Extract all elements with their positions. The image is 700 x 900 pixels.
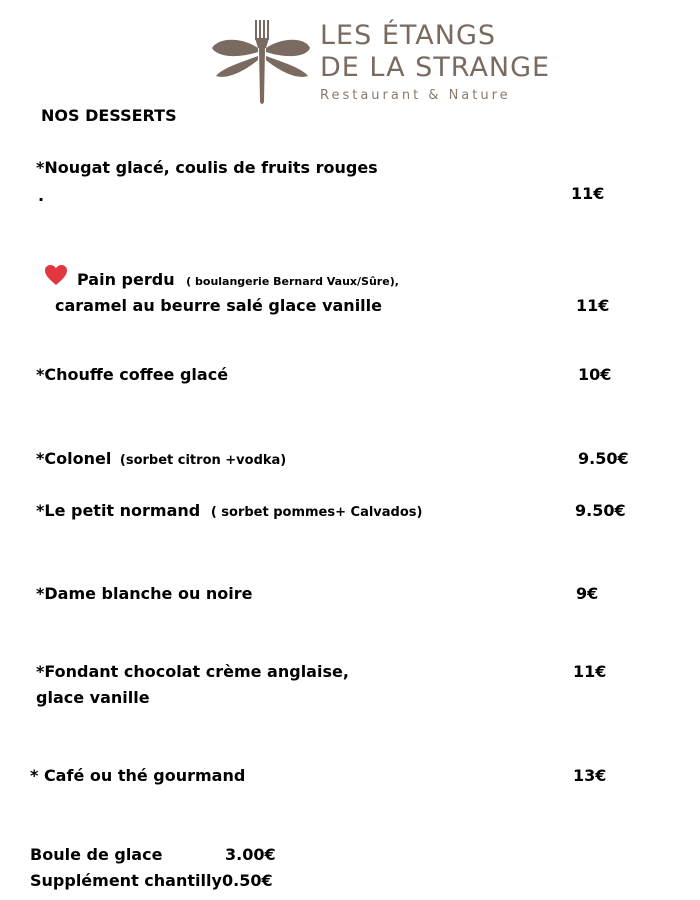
- menu-item-name: *Colonel: [36, 449, 112, 468]
- menu-item-note: ( sorbet pommes+ Calvados): [210, 505, 423, 520]
- extra-label: Boule de glace: [30, 845, 163, 864]
- menu-item-row: [36, 501, 422, 520]
- menu-item-price: 11€: [576, 296, 610, 315]
- menu-item-note: (sorbet citron +vodka): [119, 453, 287, 468]
- menu-item-price: 9.50€: [578, 449, 629, 468]
- menu-item-line2: .: [38, 186, 45, 205]
- menu-item-note: ( boulangerie Bernard Vaux/Sûre),: [186, 275, 399, 288]
- menu-item-name: *Fondant chocolat crème anglaise,: [36, 662, 349, 681]
- menu-item-name: * Café ou thé gourmand: [30, 766, 246, 785]
- menu-item-row: [36, 449, 286, 468]
- extra-price: 0.50€: [222, 871, 273, 890]
- menu-item-price: 10€: [578, 365, 612, 384]
- menu-item-price: 9.50€: [575, 501, 626, 520]
- extra-label: Supplément chantilly: [30, 871, 222, 890]
- dragonfly-fork-icon: [210, 18, 310, 108]
- menu-item-line2: caramel au beurre salé glace vanille: [55, 296, 382, 315]
- menu-item-name: *Dame blanche ou noire: [36, 584, 253, 603]
- logo: [210, 18, 550, 108]
- heart-icon: [44, 264, 68, 286]
- menu-item-name: Pain perdu: [77, 270, 175, 289]
- section-title: NOS DESSERTS: [41, 106, 177, 125]
- brand-tagline: Restaurant & Nature: [320, 88, 511, 103]
- extra-price: 3.00€: [225, 845, 276, 864]
- menu-item-price: 9€: [576, 584, 599, 603]
- menu-item-name: *Chouffe coffee glacé: [36, 365, 229, 384]
- menu-item-line2: glace vanille: [36, 688, 150, 707]
- menu-item-name: *Le petit normand: [36, 501, 201, 520]
- brand-name-line1: LES ÉTANGS: [320, 20, 497, 51]
- brand-name-line2: DE LA STRANGE: [320, 52, 551, 83]
- menu-item-row: [77, 270, 399, 289]
- menu-item-name: *Nougat glacé, coulis de fruits rouges: [36, 158, 378, 177]
- menu-item-price: 11€: [571, 184, 605, 203]
- menu-item-price: 11€: [573, 662, 607, 681]
- menu-item-price: 13€: [573, 766, 607, 785]
